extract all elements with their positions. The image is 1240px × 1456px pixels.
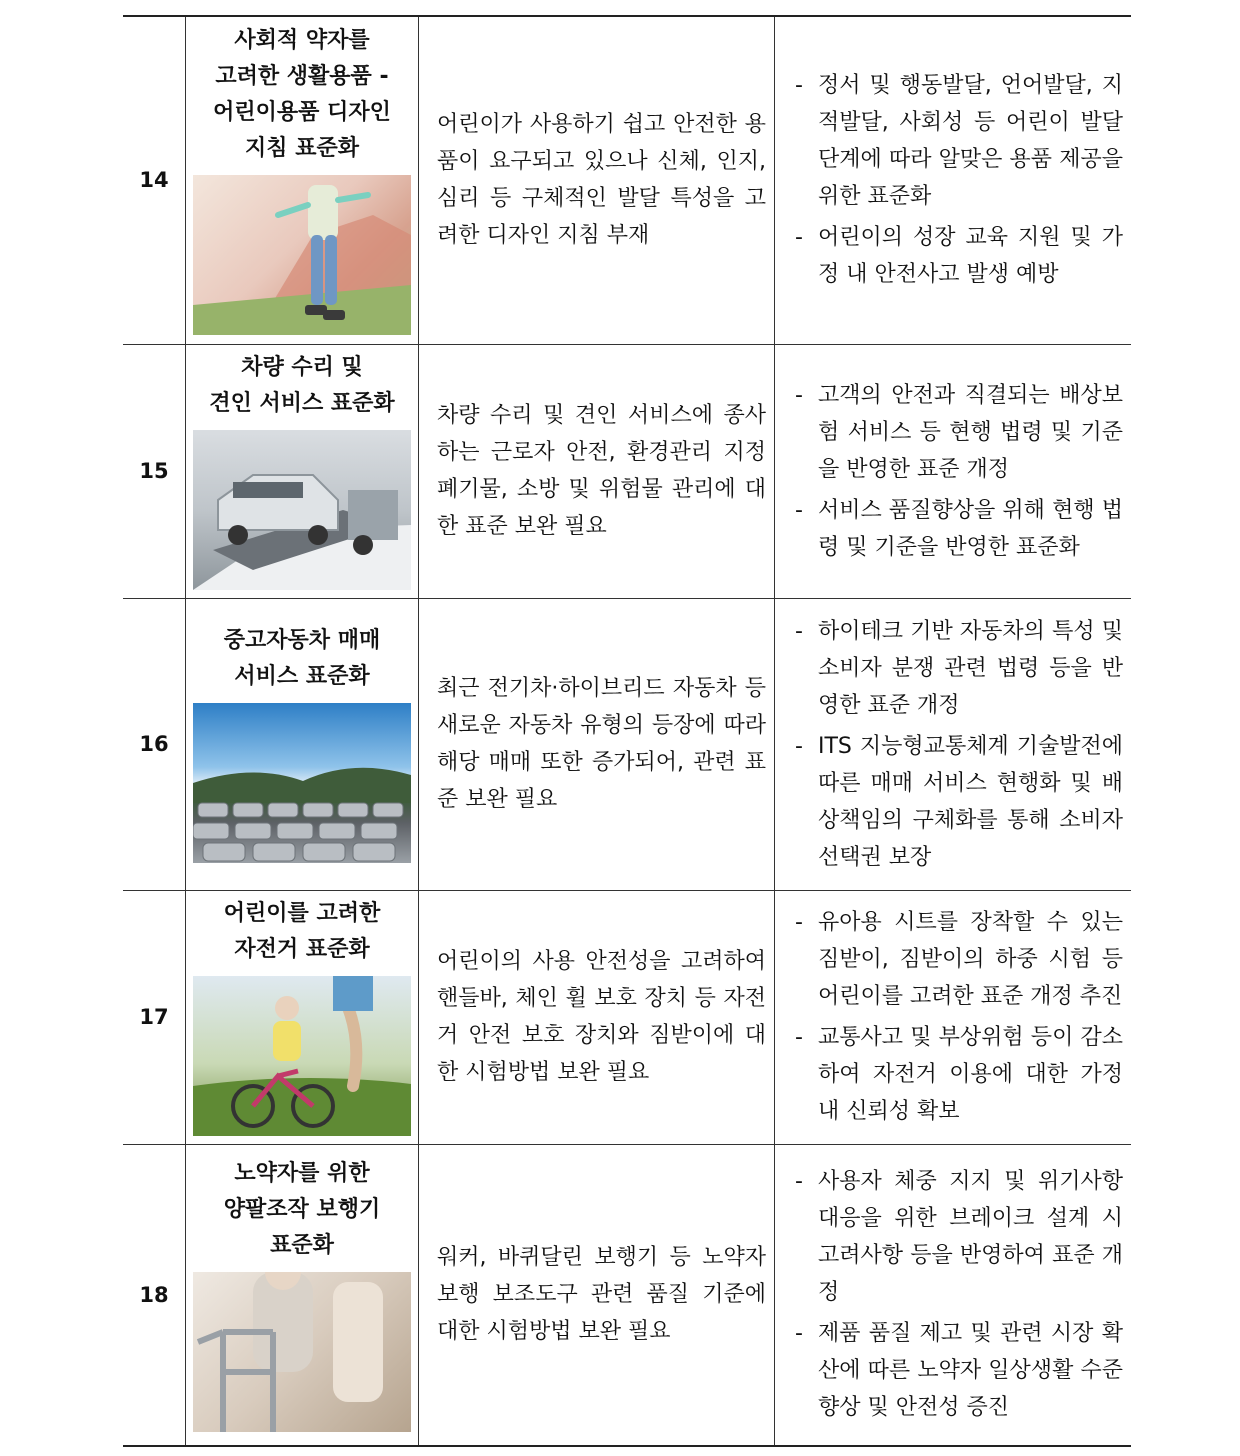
table-row: [123, 16, 1131, 344]
effects-cell: [775, 598, 1132, 890]
effects-list: [775, 67, 1131, 293]
effect-item: - 유아용 시트를 장착할 수 있는 짐받이, 짐받이의 하중 시험 등 어린이를 고려한 표준 개정 추진: [793, 904, 1123, 1015]
item-title: [186, 1152, 418, 1272]
effects-list: [775, 377, 1131, 566]
effect-item: - 제품 품질 제고 및 관련 시장 확산에 따른 노약자 일상생활 수준 향상 및 안전성 증진: [793, 1315, 1123, 1426]
effects-cell: [775, 16, 1132, 344]
item-title-line: 견인 서비스 표준화: [209, 391, 395, 416]
row-number: 16: [123, 598, 186, 890]
row-number: 18: [123, 1144, 186, 1446]
item-title-line: 노약자를 위한: [234, 1160, 370, 1186]
child-bicycle-photo: [193, 976, 411, 1136]
item-cell: [186, 890, 419, 1144]
effect-item: - 어린이의 성장 교육 지원 및 가정 내 안전사고 발생 예방: [793, 219, 1123, 293]
item-cell: [186, 598, 419, 890]
background-text: 어린이가 사용하기 쉽고 안전한 용품이 요구되고 있으나 신체, 인지, 심리 등 구체적인 발달 특성을 고려한 디자인 지침 부재: [437, 112, 766, 249]
item-title-line: 어린이용품 디자인: [213, 100, 391, 126]
item-cell: [186, 1144, 419, 1446]
background-text: 차량 수리 및 견인 서비스에 종사하는 근로자 안전, 환경관리 지정 폐기물, 소방 및 위험물 관리에 대한 표준 보완 필요: [437, 403, 766, 539]
background-text: 워커, 바퀴달린 보행기 등 노약자 보행 보조도구 관련 품질 기준에 대한 시험방법 보완 필요: [437, 1245, 766, 1345]
background-cell: [419, 598, 775, 890]
child-rollerskating-photo: [193, 175, 411, 335]
background-text: 최근 전기차·하이브리드 자동차 등 새로운 자동차 유형의 등장에 따라 해당 매매 또한 증가되어, 관련 표준 보완 필요: [437, 676, 766, 812]
item-title: [186, 19, 418, 175]
item-title: [186, 892, 418, 976]
row-number: 14: [123, 16, 186, 344]
effect-item: - 사용자 체중 지지 및 위기사항 대응을 위한 브레이크 설계 시 고려사항 등을 반영하여 표준 개정: [793, 1163, 1123, 1311]
table-row: [123, 344, 1131, 598]
effect-item: - 정서 및 행동발달, 언어발달, 지적발달, 사회성 등 어린이 발달 단계에 따라 알맞은 용품 제공을 위한 표준화: [793, 67, 1123, 215]
item-cell: [186, 16, 419, 344]
item-title-line: 사회적 약자를: [234, 28, 370, 54]
background-cell: [419, 16, 775, 344]
row-number: 15: [123, 344, 186, 598]
elderly-walker-photo: [193, 1272, 411, 1432]
item-title: [186, 346, 418, 430]
item-title-line: 중고자동차 매매: [223, 628, 381, 653]
tow-truck-photo: [193, 430, 411, 590]
effect-item: - 하이테크 기반 자동차의 특성 및 소비자 분쟁 관련 법령 등을 반영한 표준 개정: [793, 613, 1123, 724]
effects-list: [775, 904, 1131, 1130]
effects-list: [775, 1163, 1131, 1426]
row-number: 17: [123, 890, 186, 1144]
effect-item: - ITS 지능형교통체계 기술발전에 따른 매매 서비스 현행화 및 배상책임의 구체화를 통해 소비자 선택권 보장: [793, 728, 1123, 876]
table-row: [123, 1144, 1131, 1446]
standardization-table: [123, 15, 1131, 1447]
used-car-lot-photo: [193, 703, 411, 863]
effect-item: - 서비스 품질향상을 위해 현행 법령 및 기준을 반영한 표준화: [793, 492, 1123, 566]
item-title-line: 차량 수리 및: [241, 355, 363, 380]
item-title-line: 서비스 표준화: [234, 664, 370, 689]
table-row: [123, 598, 1131, 890]
item-title-line: 지침 표준화: [245, 136, 359, 162]
table-row: [123, 890, 1131, 1144]
effect-item: - 교통사고 및 부상위험 등이 감소하여 자전거 이용에 대한 가정 내 신뢰성 확보: [793, 1019, 1123, 1130]
background-cell: [419, 890, 775, 1144]
effects-cell: [775, 1144, 1132, 1446]
effect-item: - 고객의 안전과 직결되는 배상보험 서비스 등 현행 법령 및 기준을 반영한 표준 개정: [793, 377, 1123, 488]
item-title-line: 자전거 표준화: [234, 937, 370, 962]
background-cell: [419, 344, 775, 598]
item-title-line: 표준화: [270, 1232, 334, 1258]
item-title-line: 어린이를 고려한: [223, 901, 381, 926]
item-cell: [186, 344, 419, 598]
effects-cell: [775, 344, 1132, 598]
item-title: [186, 619, 418, 703]
item-title-line: 고려한 생활용품 -: [215, 64, 389, 90]
effects-list: [775, 613, 1131, 876]
background-text: 어린이의 사용 안전성을 고려하여 핸들바, 체인 휠 보호 장치 등 자전거 안전 보호 장치와 짐받이에 대한 시험방법 보완 필요: [437, 949, 766, 1085]
effects-cell: [775, 890, 1132, 1144]
background-cell: [419, 1144, 775, 1446]
item-title-line: 양팔조작 보행기: [223, 1196, 381, 1222]
